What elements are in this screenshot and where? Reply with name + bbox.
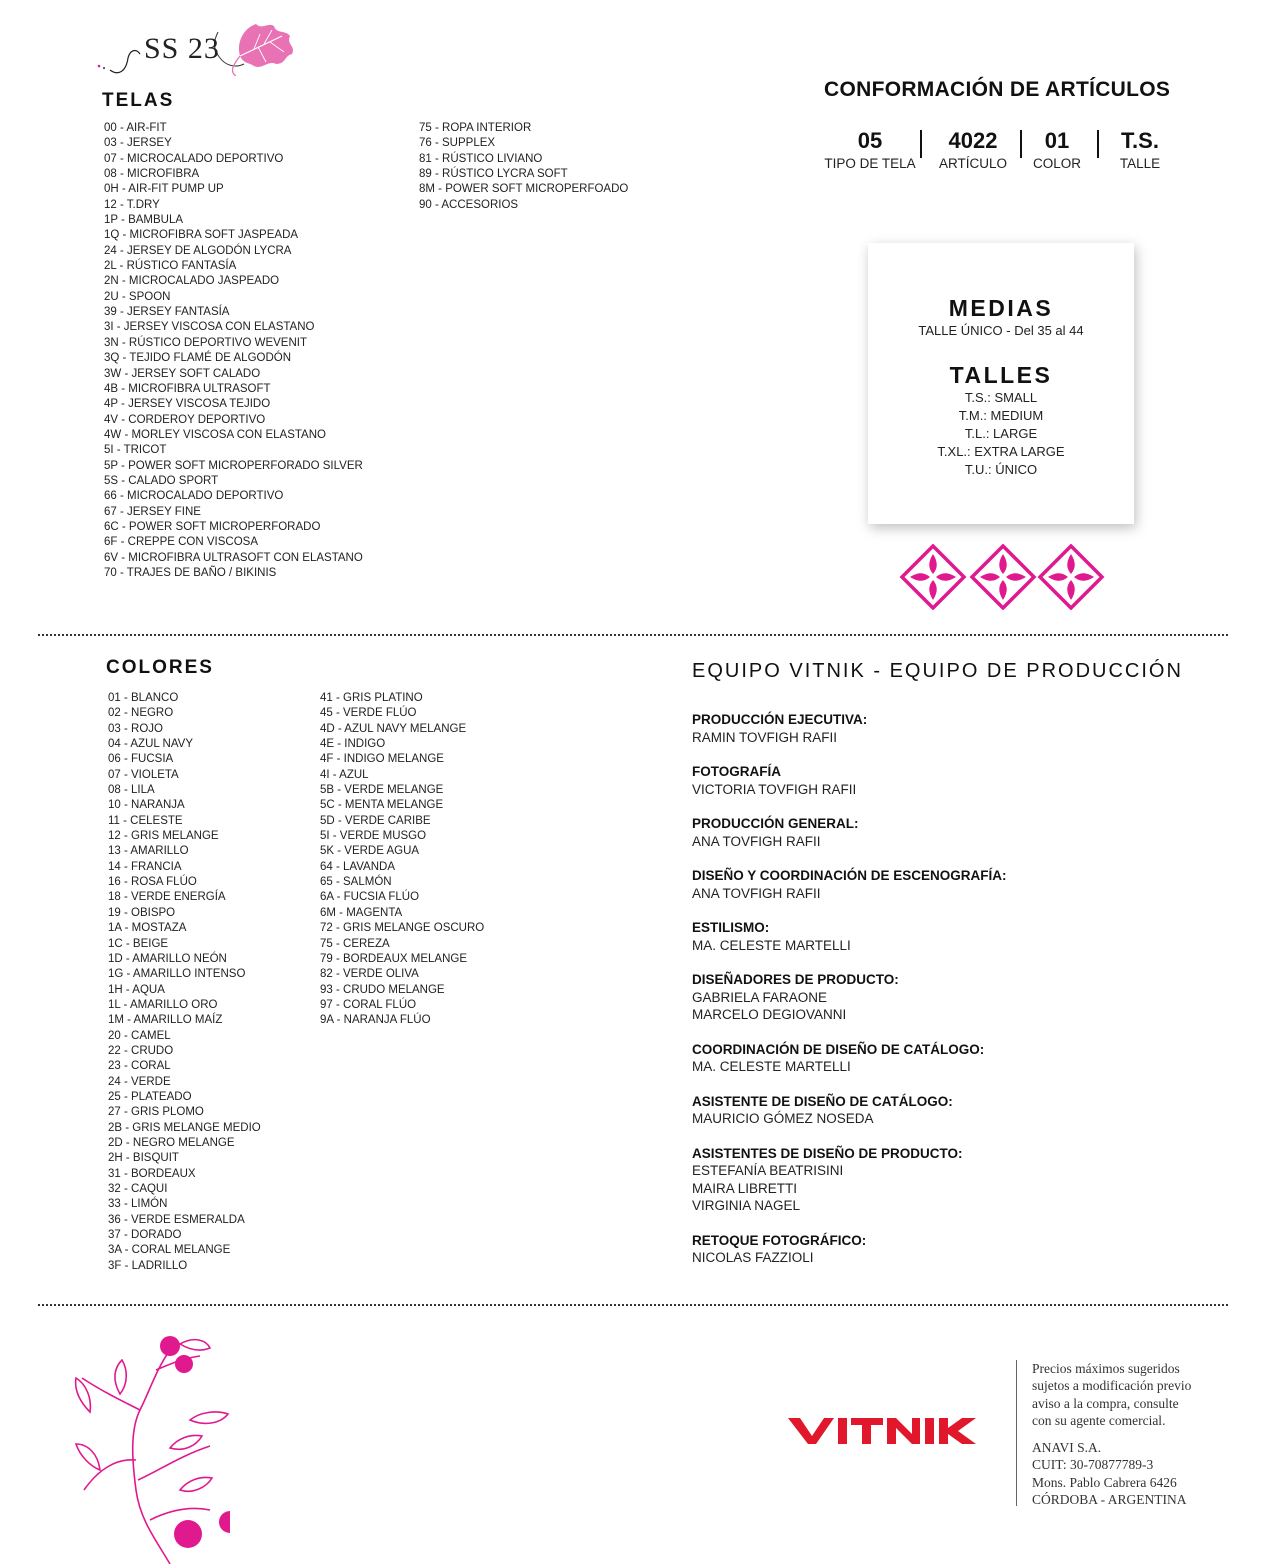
- team-block: [692, 919, 1212, 954]
- team-role: FOTOGRAFÍA: [692, 764, 781, 779]
- team-member: VIRGINIA NAGEL: [692, 1198, 801, 1213]
- color-item: 04 - AZUL NAVY: [108, 738, 194, 751]
- code-separator: [920, 130, 922, 158]
- team-block: [692, 763, 1212, 798]
- color-item: 02 - NEGRO: [108, 707, 174, 720]
- team-block: [692, 1145, 1212, 1215]
- color-item: 45 - VERDE FLÚO: [320, 707, 417, 720]
- team-member: RAMIN TOVFIGH RAFII: [692, 729, 838, 745]
- talle-item: T.M.: MEDIUM: [958, 408, 1044, 423]
- tela-item: 0H - AIR-FIT PUMP UP: [104, 183, 224, 196]
- color-item: 08 - LILA: [108, 784, 155, 797]
- talles-title: TALLES: [949, 362, 1053, 388]
- tela-item: 70 - TRAJES DE BAÑO / BIKINIS: [104, 566, 277, 579]
- color-item: 82 - VERDE OLIVA: [320, 968, 419, 981]
- tela-item: 4B - MICROFIBRA ULTRASOFT: [104, 382, 271, 395]
- color-item: 37 - DORADO: [108, 1229, 182, 1242]
- tela-item: 5I - TRICOT: [104, 444, 167, 457]
- tela-item: 39 - JERSEY FANTASÍA: [104, 306, 230, 319]
- telas-title: TELAS: [102, 90, 175, 111]
- color-item: 3F - LADRILLO: [108, 1259, 188, 1272]
- tela-item: 1Q - MICROFIBRA SOFT JASPEADA: [104, 229, 299, 242]
- team-role: ASISTENTE DE DISEÑO DE CATÁLOGO:: [692, 1093, 953, 1109]
- footer-note-line: aviso a la compra, consulte: [1032, 1395, 1179, 1411]
- color-item: 25 - PLATEADO: [108, 1090, 192, 1103]
- color-item: 65 - SALMÓN: [320, 876, 392, 889]
- tela-item: 67 - JERSEY FINE: [104, 505, 201, 518]
- talle-item: T.L.: LARGE: [964, 426, 1038, 441]
- tela-item: 2N - MICROCALADO JASPEADO: [104, 275, 280, 288]
- color-item: 20 - CAMEL: [108, 1029, 171, 1042]
- color-item: 07 - VIOLETA: [108, 768, 179, 781]
- color-item: 33 - LIMÓN: [108, 1198, 168, 1211]
- color-item: 16 - ROSA FLÚO: [108, 876, 197, 889]
- team-block: [692, 815, 1212, 850]
- color-item: 1D - AMARILLO NEÓN: [108, 952, 227, 965]
- diamond-flower-icon: [902, 546, 964, 608]
- color-item: 1A - MOSTAZA: [108, 922, 187, 935]
- color-item: 12 - GRIS MELANGE: [108, 830, 219, 843]
- team-role: PRODUCCIÓN GENERAL:: [692, 816, 859, 831]
- leaf-icon: [226, 16, 306, 76]
- color-item: 5C - MENTA MELANGE: [320, 799, 444, 812]
- color-item: 6A - FUCSIA FLÚO: [320, 891, 420, 904]
- color-item: 5D - VERDE CARIBE: [320, 814, 431, 827]
- vitnik-logo: [788, 1412, 976, 1448]
- footer-note-line: sujetos a modificación previo: [1032, 1378, 1192, 1394]
- color-item: 11 - CELESTE: [108, 814, 183, 827]
- code-articulo: [924, 128, 1022, 171]
- footer-note-line: Precios máximos sugeridos: [1032, 1361, 1180, 1376]
- color-item: 79 - BORDEAUX MELANGE: [320, 952, 467, 965]
- tela-item: 6C - POWER SOFT MICROPERFORADO: [104, 520, 321, 533]
- footer-company-line: CUIT: 30-70877789-3: [1032, 1457, 1154, 1473]
- colores-title: COLORES: [106, 657, 214, 678]
- code-value: T.S.: [1121, 128, 1159, 153]
- team-role: DISEÑADORES DE PRODUCTO:: [692, 972, 899, 987]
- footer-company-line: CÓRDOBA - ARGENTINA: [1032, 1492, 1187, 1508]
- team-member: GABRIELA FARAONE: [692, 989, 828, 1005]
- footer-info: [1032, 1360, 1191, 1508]
- floral-branch-icon: [60, 1330, 230, 1564]
- tela-item: 4P - JERSEY VISCOSA TEJIDO: [104, 398, 271, 411]
- color-item: 01 - BLANCO: [108, 692, 179, 704]
- color-item: 5K - VERDE AGUA: [320, 845, 420, 858]
- team-block: [692, 1093, 1212, 1128]
- code-value: 05: [857, 128, 883, 153]
- color-item: 10 - NARANJA: [108, 799, 185, 812]
- tela-item: 3W - JERSEY SOFT CALADO: [104, 367, 261, 380]
- team-role: DISEÑO Y COORDINACIÓN DE ESCENOGRAFÍA:: [692, 868, 1007, 883]
- code-separator: [1020, 130, 1022, 158]
- ornament-icons: [898, 544, 1108, 610]
- color-item: 5I - VERDE MUSGO: [320, 830, 427, 843]
- color-item: 2B - GRIS MELANGE MEDIO: [108, 1121, 261, 1134]
- season-label: SS 23: [144, 32, 220, 65]
- color-item: 24 - VERDE: [108, 1075, 171, 1088]
- tela-item: 24 - JERSEY DE ALGODÓN LYCRA: [104, 244, 292, 257]
- color-item: 4D - AZUL NAVY MELANGE: [320, 722, 467, 735]
- code-value: 4022: [948, 128, 998, 153]
- tela-item: 4V - CORDEROY DEPORTIVO: [104, 413, 266, 426]
- equipo-title: EQUIPO VITNIK - EQUIPO DE PRODUCCIÓN: [692, 660, 1183, 682]
- team-member: MARCELO DEGIOVANNI: [692, 1007, 847, 1022]
- color-item: 1L - AMARILLO ORO: [108, 998, 218, 1011]
- tela-item: 3N - RÚSTICO DEPORTIVO WEVENIT: [104, 336, 307, 349]
- tela-item: 00 - AIR-FIT: [104, 122, 167, 134]
- color-item: 14 - FRANCIA: [108, 860, 182, 873]
- color-item: 36 - VERDE ESMERALDA: [108, 1213, 245, 1226]
- team-member: ANA TOVFIGH RAFII: [692, 833, 821, 849]
- footer-company-line: Mons. Pablo Cabrera 6426: [1032, 1474, 1177, 1490]
- talle-item: T.S.: SMALL: [964, 390, 1038, 405]
- team-block: [692, 867, 1212, 902]
- color-item: 19 - OBISPO: [108, 906, 176, 919]
- diamond-flower-icon: [1040, 546, 1102, 608]
- team-block: [692, 971, 1212, 1024]
- tela-item: 2U - SPOON: [104, 290, 171, 303]
- colores-list-col1: [108, 691, 261, 1274]
- color-item: 4I - AZUL: [320, 768, 369, 781]
- team-member: VICTORIA TOVFIGH RAFII: [692, 781, 857, 797]
- code-label: COLOR: [1032, 156, 1081, 171]
- talle-item: T.XL.: EXTRA LARGE: [937, 444, 1065, 459]
- tela-item: 81 - RÚSTICO LIVIANO: [419, 152, 543, 165]
- equipo-list: [692, 711, 1212, 1284]
- color-item: 64 - LAVANDA: [320, 860, 395, 873]
- color-item: 41 - GRIS PLATINO: [320, 692, 423, 704]
- color-item: 75 - CEREZA: [320, 937, 390, 950]
- tela-item: 3I - JERSEY VISCOSA CON ELASTANO: [104, 321, 315, 334]
- conformacion-title: CONFORMACIÓN DE ARTÍCULOS: [824, 78, 1171, 101]
- code-label: TALLE: [1119, 156, 1161, 171]
- color-item: 93 - CRUDO MELANGE: [320, 983, 445, 996]
- color-item: 13 - AMARILLO: [108, 845, 189, 858]
- tela-item: 4W - MORLEY VISCOSA CON ELASTANO: [104, 428, 326, 441]
- color-item: 1H - AQUA: [108, 983, 165, 996]
- color-item: 1G - AMARILLO INTENSO: [108, 968, 246, 981]
- color-item: 23 - CORAL: [108, 1060, 171, 1073]
- color-item: 4F - INDIGO MELANGE: [320, 753, 444, 766]
- tela-item: 1P - BAMBULA: [104, 214, 184, 227]
- tela-item: 76 - SUPPLEX: [419, 137, 496, 150]
- color-item: 5B - VERDE MELANGE: [320, 784, 444, 797]
- team-member: NICOLAS FAZZIOLI: [692, 1250, 814, 1265]
- team-member: MA. CELESTE MARTELLI: [692, 937, 851, 953]
- color-item: 31 - BORDEAUX: [108, 1167, 196, 1180]
- color-item: 22 - CRUDO: [108, 1044, 174, 1057]
- code-separator: [1097, 130, 1099, 158]
- code-label: TIPO DE TELA: [824, 156, 916, 171]
- telas-list-col2: [419, 121, 628, 213]
- team-member: ANA TOVFIGH RAFII: [692, 885, 821, 901]
- medias-subtitle: TALLE ÚNICO - Del 35 al 44: [918, 323, 1084, 338]
- color-item: 2D - NEGRO MELANGE: [108, 1136, 235, 1149]
- team-member: ESTEFANÍA BEATRISINI: [692, 1163, 844, 1178]
- team-member: MA. CELESTE MARTELLI: [692, 1059, 851, 1074]
- color-item: 72 - GRIS MELANGE OSCURO: [320, 922, 485, 935]
- footer-divider: [1016, 1360, 1017, 1506]
- footer-note-line: con su agente comercial.: [1032, 1412, 1166, 1428]
- divider: [38, 634, 1228, 636]
- tela-item: 6F - CREPPE CON VISCOSA: [104, 536, 259, 549]
- team-role: ASISTENTES DE DISEÑO DE PRODUCTO:: [692, 1145, 963, 1161]
- color-item: 06 - FUCSIA: [108, 753, 174, 766]
- color-item: 4E - INDIGO: [320, 738, 386, 751]
- tela-item: 5S - CALADO SPORT: [104, 474, 219, 487]
- diamond-flower-icon: [972, 546, 1034, 608]
- tela-item: 08 - MICROFIBRA: [104, 168, 200, 181]
- tela-item: 12 - T.DRY: [104, 198, 160, 211]
- tela-item: 6V - MICROFIBRA ULTRASOFT CON ELASTANO: [104, 551, 363, 564]
- color-item: 3A - CORAL MELANGE: [108, 1244, 231, 1257]
- team-role: RETOQUE FOTOGRÁFICO:: [692, 1232, 867, 1248]
- footer-company-line: ANAVI S.A.: [1032, 1440, 1102, 1456]
- team-role: COORDINACIÓN DE DISEÑO DE CATÁLOGO:: [692, 1041, 985, 1057]
- team-role: PRODUCCIÓN EJECUTIVA:: [692, 712, 868, 727]
- team-member: MAIRA LIBRETTI: [692, 1180, 798, 1196]
- code-tipo-tela: [820, 128, 920, 171]
- color-item: 03 - ROJO: [108, 722, 163, 735]
- tela-item: 89 - RÚSTICO LYCRA SOFT: [419, 168, 568, 181]
- colores-list-col2: [320, 691, 484, 1029]
- color-item: 2H - BISQUIT: [108, 1152, 179, 1165]
- code-label: ARTÍCULO: [938, 156, 1007, 171]
- season-mark: [96, 28, 316, 88]
- color-item: 32 - CAQUI: [108, 1183, 168, 1195]
- color-item: 1M - AMARILLO MAÍZ: [108, 1014, 223, 1027]
- color-item: 9A - NARANJA FLÚO: [320, 1014, 431, 1027]
- team-member: MAURICIO GÓMEZ NOSEDA: [692, 1111, 874, 1126]
- tela-item: 75 - ROPA INTERIOR: [419, 122, 532, 134]
- tela-item: 2L - RÚSTICO FANTASÍA: [104, 260, 237, 273]
- article-code-row: [820, 128, 1170, 184]
- color-item: 1C - BEIGE: [108, 937, 169, 950]
- tela-item: 8M - POWER SOFT MICROPERFOADO: [419, 183, 629, 196]
- talle-item: T.U.: ÚNICO: [964, 462, 1038, 477]
- medias-title: MEDIAS: [948, 295, 1054, 321]
- telas-list-col1: [104, 121, 363, 581]
- tela-item: 07 - MICROCALADO DEPORTIVO: [104, 152, 284, 165]
- tela-item: 03 - JERSEY: [104, 137, 172, 150]
- tela-item: 3Q - TEJIDO FLAMÉ DE ALGODÓN: [104, 352, 292, 365]
- team-block: [692, 1232, 1212, 1267]
- tela-item: 66 - MICROCALADO DEPORTIVO: [104, 490, 284, 503]
- team-role: ESTILISMO:: [692, 920, 770, 935]
- tela-item: 90 - ACCESORIOS: [419, 198, 519, 211]
- sizes-card: [868, 243, 1134, 524]
- color-item: 6M - MAGENTA: [320, 906, 403, 919]
- code-value: 01: [1044, 128, 1070, 153]
- code-talle: [1102, 128, 1178, 171]
- color-item: 18 - VERDE ENERGÍA: [108, 891, 226, 904]
- team-block: [692, 1041, 1212, 1076]
- tela-item: 5P - POWER SOFT MICROPERFORADO SILVER: [104, 459, 363, 472]
- team-block: [692, 711, 1212, 746]
- color-item: 27 - GRIS PLOMO: [108, 1106, 204, 1119]
- code-color: [1024, 128, 1090, 171]
- color-item: 97 - CORAL FLÚO: [320, 998, 417, 1011]
- divider: [38, 1304, 1228, 1306]
